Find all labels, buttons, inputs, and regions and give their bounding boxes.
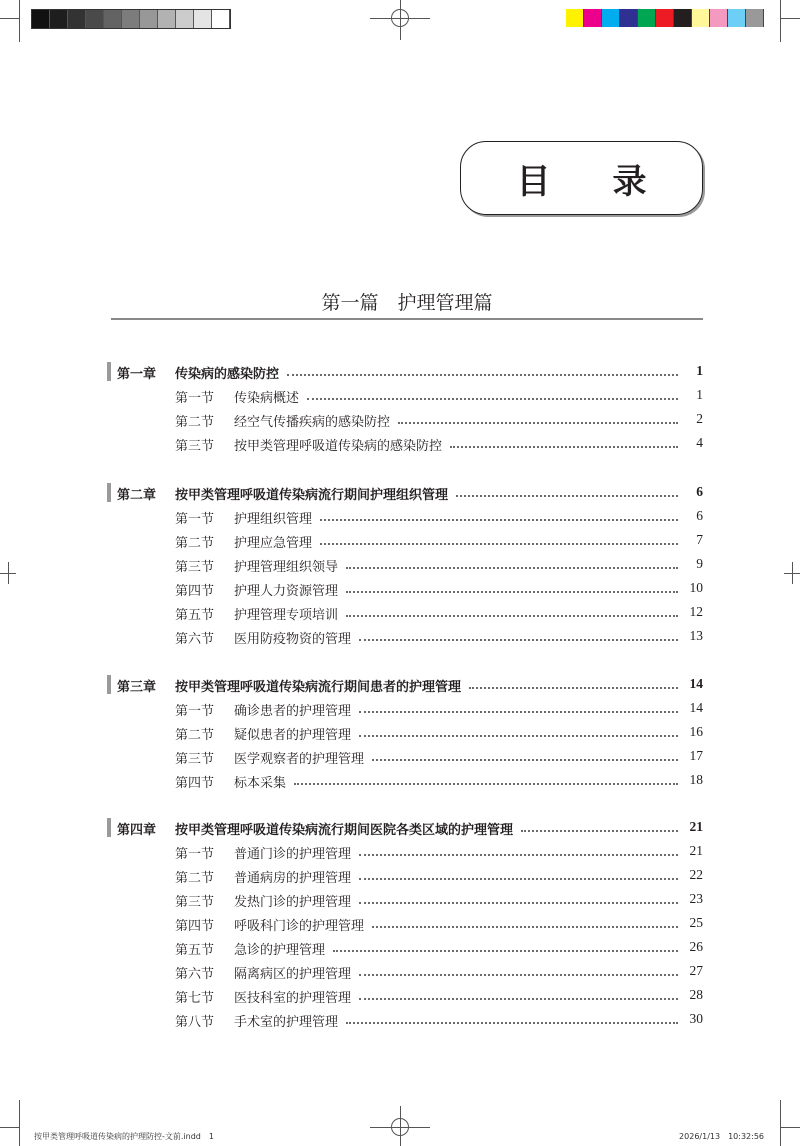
gray-calibration-bar bbox=[31, 9, 231, 29]
toc-section-row[interactable] bbox=[0, 984, 800, 1008]
section-label: 第二节 bbox=[175, 871, 215, 886]
page-number: 17 bbox=[689, 748, 703, 763]
page-number: 6 bbox=[696, 484, 703, 499]
page-number: 6 bbox=[696, 508, 703, 523]
section-title: 医技科室的护理管理 bbox=[234, 991, 352, 1006]
page-number: 1 bbox=[696, 387, 703, 402]
section-label: 第三节 bbox=[175, 895, 215, 910]
page-number: 28 bbox=[689, 987, 703, 1002]
part-divider bbox=[111, 318, 703, 320]
toc-chapter-row[interactable] bbox=[0, 816, 800, 840]
dot-leader bbox=[346, 615, 678, 617]
page-number: 14 bbox=[689, 700, 703, 715]
dot-leader bbox=[359, 878, 678, 880]
section-title: 隔离病区的护理管理 bbox=[234, 967, 352, 982]
dot-leader bbox=[346, 591, 678, 593]
section-title: 护理管理组织领导 bbox=[234, 560, 339, 575]
footer-file-name: 按甲类管理呼吸道传染病的护理防控-文前.indd 1 bbox=[34, 1132, 214, 1141]
page-number: 27 bbox=[689, 963, 703, 978]
dot-leader bbox=[359, 974, 678, 976]
toc-section-row[interactable] bbox=[0, 769, 800, 793]
section-title: 护理管理专项培训 bbox=[234, 608, 339, 623]
chapter-label: 第一章 bbox=[117, 367, 157, 382]
section-label: 第二节 bbox=[175, 536, 215, 551]
section-title: 疑似患者的护理管理 bbox=[234, 728, 352, 743]
section-label: 第二节 bbox=[175, 728, 215, 743]
dot-leader bbox=[320, 543, 678, 545]
toc-section-row[interactable] bbox=[0, 577, 800, 601]
chapter-title: 按甲类管理呼吸道传染病流行期间患者的护理管理 bbox=[175, 680, 462, 695]
section-title: 普通门诊的护理管理 bbox=[234, 847, 352, 862]
section-title: 标本采集 bbox=[234, 776, 287, 791]
color-swatch bbox=[584, 9, 602, 27]
color-swatch bbox=[140, 10, 158, 28]
section-label: 第一节 bbox=[175, 391, 215, 406]
chapter-marker bbox=[107, 483, 111, 502]
dot-leader bbox=[359, 735, 678, 737]
dot-leader bbox=[359, 711, 678, 713]
page-number: 10 bbox=[689, 580, 703, 595]
section-title: 医学观察者的护理管理 bbox=[234, 752, 365, 767]
toc-section-row[interactable] bbox=[0, 1008, 800, 1032]
page-number: 26 bbox=[689, 939, 703, 954]
toc-section-row[interactable] bbox=[0, 912, 800, 936]
toc-section-row[interactable] bbox=[0, 721, 800, 745]
section-title: 发热门诊的护理管理 bbox=[234, 895, 352, 910]
section-label: 第四节 bbox=[175, 776, 215, 791]
page-number: 9 bbox=[696, 556, 703, 571]
toc-chapter-row[interactable] bbox=[0, 360, 800, 384]
color-swatch bbox=[674, 9, 692, 27]
dot-leader bbox=[359, 998, 678, 1000]
dot-leader bbox=[359, 854, 678, 856]
section-title: 急诊的护理管理 bbox=[234, 943, 326, 958]
dot-leader bbox=[333, 950, 678, 952]
page-number: 7 bbox=[696, 532, 703, 547]
dot-leader bbox=[450, 446, 678, 448]
toc-section-row[interactable] bbox=[0, 553, 800, 577]
section-label: 第六节 bbox=[175, 632, 215, 647]
color-swatch bbox=[50, 10, 68, 28]
section-label: 第八节 bbox=[175, 1015, 215, 1030]
color-swatch bbox=[638, 9, 656, 27]
toc-section-row[interactable] bbox=[0, 505, 800, 529]
color-swatch bbox=[86, 10, 104, 28]
chapter-label: 第二章 bbox=[117, 488, 157, 503]
section-label: 第一节 bbox=[175, 847, 215, 862]
toc-section-row[interactable] bbox=[0, 864, 800, 888]
page-number: 13 bbox=[689, 628, 703, 643]
toc-section-row[interactable] bbox=[0, 625, 800, 649]
toc-section-row[interactable] bbox=[0, 384, 800, 408]
color-swatch bbox=[656, 9, 674, 27]
color-swatch bbox=[728, 9, 746, 27]
page-number: 30 bbox=[689, 1011, 703, 1026]
toc-section-row[interactable] bbox=[0, 745, 800, 769]
toc-section-row[interactable] bbox=[0, 432, 800, 456]
toc-chapter-row[interactable] bbox=[0, 673, 800, 697]
color-swatch bbox=[212, 10, 230, 28]
section-title: 护理人力资源管理 bbox=[234, 584, 339, 599]
page-number: 21 bbox=[689, 843, 703, 858]
dot-leader bbox=[359, 639, 678, 641]
color-swatch bbox=[746, 9, 764, 27]
page-title: 目录 bbox=[516, 161, 709, 202]
section-title: 经空气传播疾病的感染防控 bbox=[234, 415, 391, 430]
section-label: 第三节 bbox=[175, 560, 215, 575]
page-number: 4 bbox=[696, 435, 703, 450]
part-title: 第一篇 护理管理篇 bbox=[321, 292, 493, 314]
page-number: 12 bbox=[689, 604, 703, 619]
page-number: 25 bbox=[689, 915, 703, 930]
dot-leader bbox=[521, 830, 678, 832]
dot-leader bbox=[372, 759, 678, 761]
section-label: 第五节 bbox=[175, 608, 215, 623]
color-swatch bbox=[32, 10, 50, 28]
dot-leader bbox=[469, 687, 678, 689]
toc-title-box bbox=[460, 141, 709, 215]
section-title: 确诊患者的护理管理 bbox=[234, 704, 352, 719]
color-swatch bbox=[104, 10, 122, 28]
color-swatch bbox=[122, 10, 140, 28]
section-label: 第一节 bbox=[175, 512, 215, 527]
dot-leader bbox=[346, 567, 678, 569]
color-swatch bbox=[602, 9, 620, 27]
page-number: 2 bbox=[696, 411, 703, 426]
page-number: 21 bbox=[689, 819, 703, 834]
page-number: 16 bbox=[689, 724, 703, 739]
page-number: 1 bbox=[696, 363, 703, 378]
chapter-marker bbox=[107, 675, 111, 694]
toc-chapter-row[interactable] bbox=[0, 481, 800, 505]
dot-leader bbox=[359, 902, 678, 904]
dot-leader bbox=[320, 519, 678, 521]
toc-section-row[interactable] bbox=[0, 697, 800, 721]
dot-leader bbox=[346, 1022, 678, 1024]
color-swatch bbox=[194, 10, 212, 28]
toc-section-row[interactable] bbox=[0, 840, 800, 864]
color-swatch bbox=[710, 9, 728, 27]
color-calibration-bar bbox=[566, 9, 764, 27]
dot-leader bbox=[294, 783, 678, 785]
page-number: 23 bbox=[689, 891, 703, 906]
section-label: 第六节 bbox=[175, 967, 215, 982]
chapter-label: 第三章 bbox=[117, 680, 157, 695]
color-swatch bbox=[68, 10, 86, 28]
color-swatch bbox=[176, 10, 194, 28]
section-label: 第一节 bbox=[175, 704, 215, 719]
section-label: 第四节 bbox=[175, 584, 215, 599]
toc-section-row[interactable] bbox=[0, 601, 800, 625]
dot-leader bbox=[398, 422, 678, 424]
section-title: 按甲类管理呼吸道传染病的感染防控 bbox=[234, 439, 443, 454]
color-swatch bbox=[566, 9, 584, 27]
section-label: 第二节 bbox=[175, 415, 215, 430]
dot-leader bbox=[456, 495, 678, 497]
section-label: 第五节 bbox=[175, 943, 215, 958]
dot-leader bbox=[372, 926, 678, 928]
section-title: 呼吸科门诊的护理管理 bbox=[234, 919, 365, 934]
section-title: 传染病概述 bbox=[234, 391, 300, 406]
toc-section-row[interactable] bbox=[0, 960, 800, 984]
page-number: 18 bbox=[689, 772, 703, 787]
section-label: 第七节 bbox=[175, 991, 215, 1006]
section-title: 护理组织管理 bbox=[234, 512, 313, 527]
section-label: 第四节 bbox=[175, 919, 215, 934]
footer-timestamp: 2026/1/13 10:32:56 bbox=[679, 1132, 764, 1141]
section-title: 医用防疫物资的管理 bbox=[234, 632, 352, 647]
dot-leader bbox=[287, 374, 678, 376]
section-title: 手术室的护理管理 bbox=[234, 1015, 339, 1030]
chapter-title: 传染病的感染防控 bbox=[175, 367, 280, 382]
chapter-marker bbox=[107, 818, 111, 837]
dot-leader bbox=[307, 398, 678, 400]
color-swatch bbox=[620, 9, 638, 27]
section-label: 第三节 bbox=[175, 752, 215, 767]
chapter-label: 第四章 bbox=[117, 823, 157, 838]
section-title: 护理应急管理 bbox=[234, 536, 313, 551]
section-label: 第三节 bbox=[175, 439, 215, 454]
chapter-title: 按甲类管理呼吸道传染病流行期间护理组织管理 bbox=[175, 488, 449, 503]
page-number: 14 bbox=[689, 676, 703, 691]
color-swatch bbox=[158, 10, 176, 28]
color-swatch bbox=[692, 9, 710, 27]
toc-section-row[interactable] bbox=[0, 888, 800, 912]
section-title: 普通病房的护理管理 bbox=[234, 871, 352, 886]
chapter-title: 按甲类管理呼吸道传染病流行期间医院各类区域的护理管理 bbox=[175, 823, 514, 838]
toc-section-row[interactable] bbox=[0, 936, 800, 960]
toc-section-row[interactable] bbox=[0, 408, 800, 432]
toc-section-row[interactable] bbox=[0, 529, 800, 553]
page-number: 22 bbox=[689, 867, 703, 882]
chapter-marker bbox=[107, 362, 111, 381]
